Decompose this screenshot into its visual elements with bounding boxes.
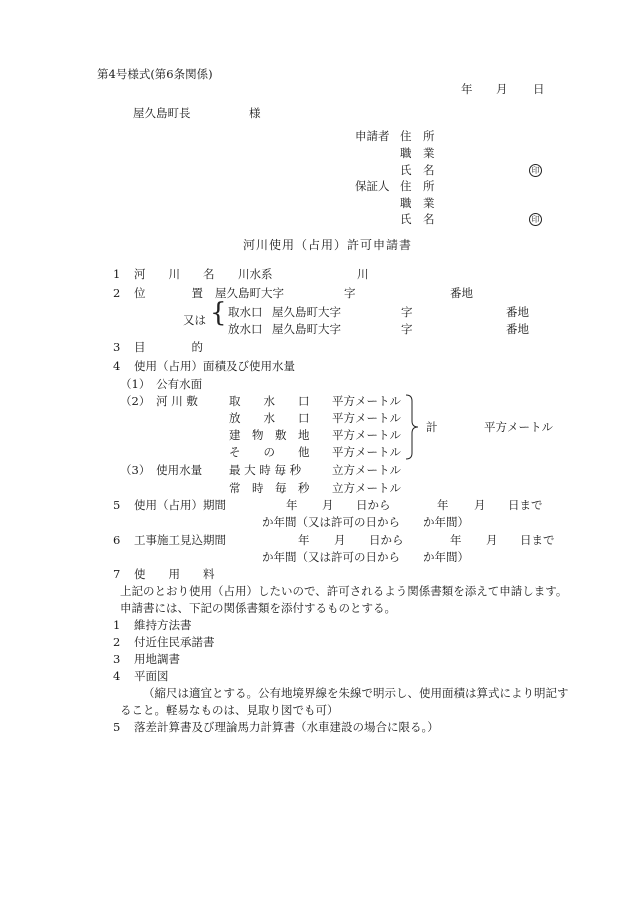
applicant-address: 住 所 [400, 129, 435, 143]
item-3-label: 目 的 [134, 340, 203, 354]
item-6-to-year: 年 [450, 533, 462, 547]
note-line-2: ること。軽易なものは、見取り図でも可） [120, 703, 339, 717]
guarantor-role: 保証人 [355, 179, 390, 193]
item-3-number: 3 [113, 340, 121, 354]
item-6-from-year: 年 [298, 533, 310, 547]
item-7-number: 7 [113, 567, 121, 581]
right-brace-icon [404, 393, 422, 461]
item-5-years: か年間（又は許可の日から か年間） [262, 515, 469, 529]
addressee-honorific: 様 [249, 106, 261, 120]
item-4-sub3: （3） 使用水量 [120, 463, 203, 477]
item-4-sub1: （1） 公有水面 [120, 377, 203, 391]
item-6-to-month: 月 [486, 533, 498, 547]
outlet-label: 放水口 [228, 322, 263, 336]
applicant-name: 氏 名 [400, 163, 435, 177]
item-4-number: 4 [113, 359, 121, 373]
area-row-outlet: 放 水 口 [229, 411, 310, 425]
area-row-other: そ の 他 [229, 445, 310, 459]
left-brace-icon: { [210, 298, 227, 328]
area-total-unit: 平方メートル [484, 420, 553, 434]
attachment-1-number: 1 [113, 618, 121, 632]
item-6-label: 工事施工見込期間 [134, 533, 226, 547]
item-1-system: 川水系 [238, 267, 273, 281]
area-unit-3: 平方メートル [332, 428, 401, 442]
date-month: 月 [496, 82, 508, 96]
item-6-number: 6 [113, 533, 121, 547]
form-number: 第4号様式(第6条関係) [97, 67, 213, 81]
item-6-from-month: 月 [334, 533, 346, 547]
guarantor-address: 住 所 [400, 179, 435, 193]
item-1-label: 河 川 名 [134, 267, 215, 281]
item-5-to-year: 年 [437, 498, 449, 512]
note-line-1: （縮尺は適宜とする。公有地境界線を朱線で明示し、使用面積は算式により明記す [143, 686, 569, 700]
item-5-number: 5 [113, 498, 121, 512]
item-1-river: 川 [357, 267, 369, 281]
item-2-label: 位 置 [134, 286, 203, 300]
item-2-town: 屋久島町大字 [215, 286, 284, 300]
guarantor-name: 氏 名 [400, 212, 435, 226]
item-4-label: 使用（占用）面積及び使用水量 [134, 359, 295, 373]
intake-aza: 字 [401, 305, 413, 319]
guarantor-seal-icon: 印 [529, 213, 542, 226]
outlet-banchi: 番地 [506, 322, 529, 336]
item-1-number: 1 [113, 267, 121, 281]
date-year: 年 [461, 82, 473, 96]
item-5-from-year: 年 [286, 498, 298, 512]
guarantor-occupation: 職 業 [400, 196, 435, 210]
item-2-or: 又は [183, 313, 206, 327]
item-4-sub2: （2） 河 川 敷 [120, 394, 198, 408]
attachment-3-label: 用地調書 [134, 652, 180, 666]
area-total-label: 計 [426, 420, 438, 434]
water-max-unit: 立方メートル [332, 463, 401, 477]
item-7-label: 使 用 料 [134, 567, 215, 581]
item-2-aza: 字 [344, 286, 356, 300]
item-6-years: か年間（又は許可の日から か年間） [262, 550, 469, 564]
water-max-label: 最 大 時 毎 秒 [229, 463, 302, 477]
attachment-3-number: 3 [113, 652, 121, 666]
item-2-number: 2 [113, 286, 121, 300]
attachment-5-number: 5 [113, 720, 121, 734]
applicant-occupation: 職 業 [400, 146, 435, 160]
area-unit-4: 平方メートル [332, 445, 401, 459]
item-2-banchi: 番地 [450, 286, 473, 300]
applicant-seal-icon: 印 [529, 164, 542, 177]
outlet-aza: 字 [401, 322, 413, 336]
attachment-2-number: 2 [113, 635, 121, 649]
attachment-2-label: 付近住民承諾書 [134, 635, 215, 649]
outlet-town: 屋久島町大字 [272, 322, 341, 336]
intake-town: 屋久島町大字 [272, 305, 341, 319]
attachment-1-label: 維持方法書 [134, 618, 192, 632]
item-5-to-day: 日まで [508, 498, 543, 512]
item-5-from-day: 日から [356, 498, 391, 512]
intake-banchi: 番地 [506, 305, 529, 319]
intake-label: 取水口 [228, 305, 263, 319]
applicant-role: 申請者 [355, 129, 390, 143]
item-5-label: 使用（占用）期間 [134, 498, 226, 512]
item-6-from-day: 日から [369, 533, 404, 547]
date-day: 日 [533, 82, 545, 96]
water-normal-label: 常 時 毎 秒 [229, 481, 310, 495]
statement-2: 申請書には、下記の関係書類を添付するものとする。 [120, 601, 396, 615]
item-6-to-day: 日まで [520, 533, 555, 547]
water-normal-unit: 立方メートル [332, 481, 401, 495]
area-row-intake: 取 水 口 [229, 394, 310, 408]
statement-1: 上記のとおり使用（占用）したいので、許可されるよう関係書類を添えて申請します。 [120, 584, 568, 598]
addressee-name: 屋久島町長 [133, 106, 191, 120]
item-5-from-month: 月 [322, 498, 334, 512]
area-unit-2: 平方メートル [332, 411, 401, 425]
area-unit-1: 平方メートル [332, 394, 401, 408]
item-5-to-month: 月 [474, 498, 486, 512]
area-row-building: 建 物 敷 地 [229, 428, 310, 442]
attachment-5-label: 落差計算書及び理論馬力計算書（水車建設の場合に限る。） [134, 720, 439, 734]
attachment-4-label: 平面図 [134, 669, 169, 683]
attachment-4-number: 4 [113, 669, 121, 683]
document-title: 河川使用（占用）許可申請書 [243, 238, 413, 252]
